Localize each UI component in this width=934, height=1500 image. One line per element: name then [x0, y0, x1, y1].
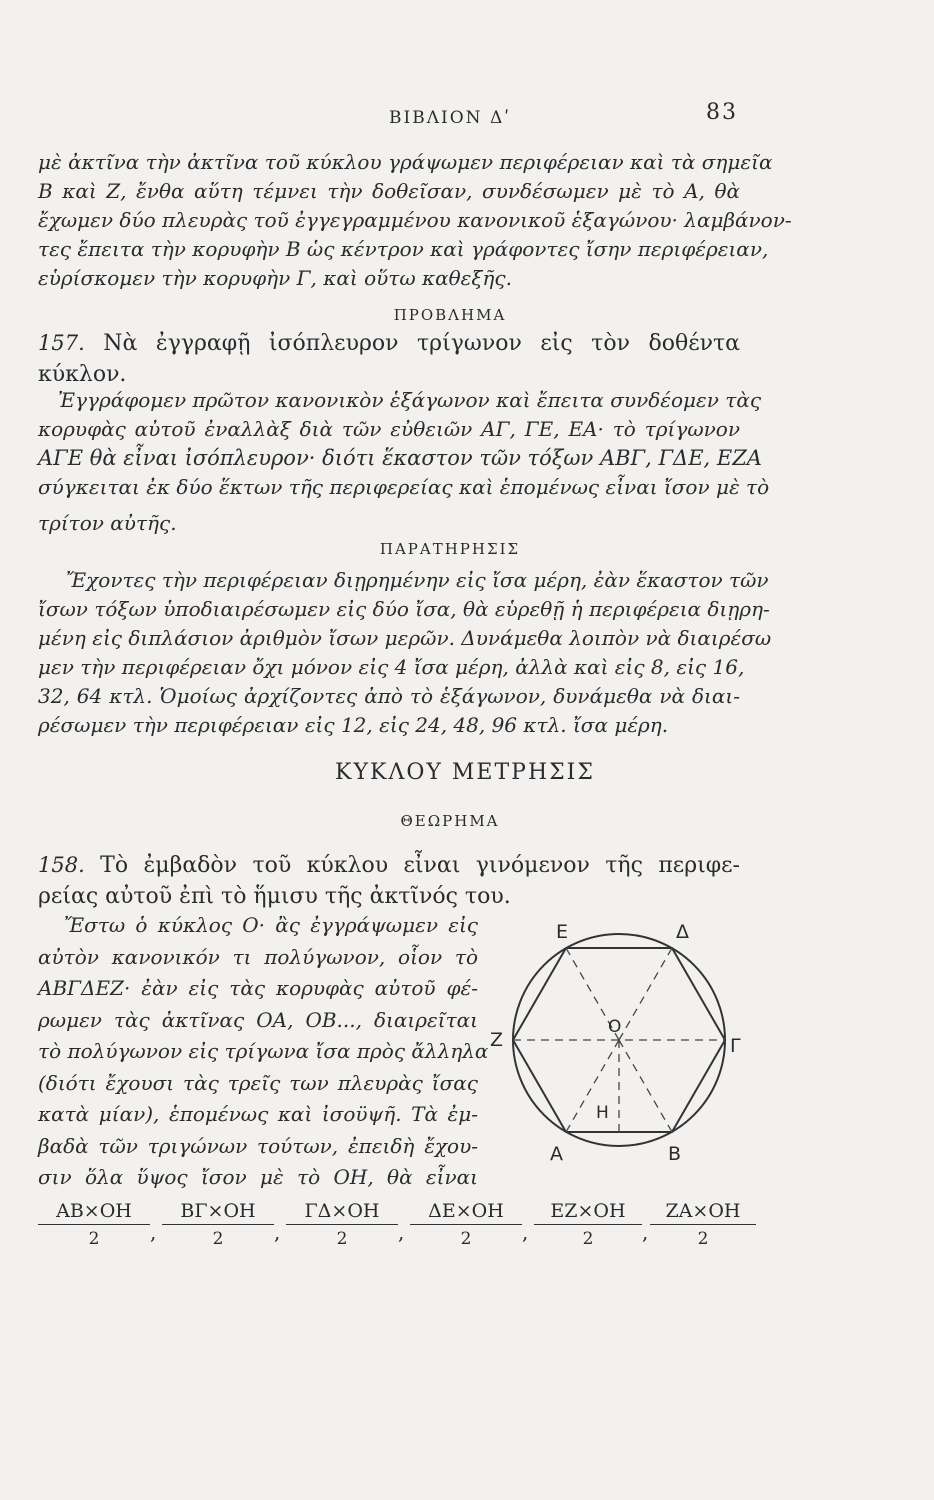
remark-paragraph	[38, 566, 772, 740]
vertex-label-e: Ε	[556, 921, 569, 943]
vertex-label-b: Β	[668, 1143, 682, 1165]
problem-number: 157.	[38, 331, 85, 355]
problem-statement-text: κύκλον.	[38, 362, 127, 387]
text-line: ρέσωμεν τὴν περιφέρειαν εἰς 12, εἰς 24, 48, 96 κτλ. ἴσα μέρη.	[38, 713, 669, 737]
problem-statement	[38, 328, 740, 390]
text-line: ΑΒΓΔΕΖ· ἐὰν εἰς τὰς κορυφὰς αὐτοῦ φέ-	[38, 976, 478, 1000]
text-line: κατὰ μίαν), ἑπομένως καὶ ἰσοϋψῆ. Τὰ ἐμ-	[38, 1102, 478, 1126]
fraction-numerator: ΑΒ×ΟΗ	[38, 1200, 150, 1225]
text-line: ἔχωμεν δύο πλευρὰς τοῦ ἐγγεγραμμένου κανονικοῦ ἑξαγώνου· λαμβάνον-	[38, 208, 792, 232]
fraction	[410, 1200, 522, 1249]
fraction-numerator: ΖΑ×ΟΗ	[650, 1200, 756, 1225]
running-title: ΒΙΒΛΙΟΝ Δʹ	[389, 108, 511, 128]
theorem-heading: ΘΕΩΡΗΜΑ	[400, 812, 500, 830]
text-line: Ἔχοντες τὴν περιφέρειαν διῃρημένην εἰς ἴσα μέρη, ἐὰν ἕκαστον τῶν	[66, 568, 769, 592]
text-line: 32, 64 κτλ. Ὁμοίως ἀρχίζοντες ἀπὸ τὸ ἑξάγωνον, δυνάμεθα νὰ διαι-	[38, 684, 740, 708]
text-line: ἴσων τόξων ὑποδιαιρέσωμεν εἰς δύο ἴσα, θὰ εὑρεθῇ ἡ περιφέρεια διῃρη-	[38, 597, 770, 621]
fraction-denominator: 2	[460, 1229, 472, 1249]
problem-solution	[38, 386, 770, 538]
text-line: Β καὶ Ζ, ἔνθα αὕτη τέμνει τὴν δοθεῖσαν, συνδέσωμεν μὲ τὸ Α, θὰ	[38, 179, 740, 203]
fraction-numerator: ΕΖ×ΟΗ	[534, 1200, 642, 1225]
text-line: εὑρίσκομεν τὴν κορυφὴν Γ, καὶ οὕτω καθεξῆς.	[38, 266, 512, 290]
vertex-label-g: Γ	[730, 1035, 741, 1057]
separator: ,	[642, 1220, 649, 1244]
text-line: μὲ ἀκτῖνα τὴν ἀκτῖνα τοῦ κύκλου γράψωμεν περιφέρειαν καὶ τὰ σημεῖα	[38, 150, 773, 174]
text-line: σιν ὅλα ὕψος ἴσον μὲ τὸ ΟΗ, θὰ εἶναι	[38, 1165, 478, 1189]
text-line: τρίτον αὐτῆς.	[38, 511, 177, 535]
text-line: ΑΓΕ θὰ εἶναι ἰσόπλευρον· διότι ἕκαστον τῶν τόξων ΑΒΓ, ΓΔΕ, ΕΖΑ	[38, 446, 762, 470]
text-line: (διότι ἔχουσι τὰς τρεῖς των πλευρὰς ἴσας	[38, 1070, 478, 1095]
continuation-paragraph	[38, 148, 792, 293]
fraction	[286, 1200, 398, 1249]
separator: ,	[398, 1220, 405, 1244]
text-line: αὐτὸν κανονικόν τι πολύγωνον, οἷον τὸ	[38, 944, 478, 969]
radii	[513, 948, 725, 1132]
separator: ,	[150, 1220, 157, 1244]
fraction-denominator: 2	[212, 1229, 224, 1249]
page-number: 83	[706, 100, 738, 125]
theorem-statement-text: Τὸ ἐμβαδὸν τοῦ κύκλου εἶναι γινόμενον τῆς περιφε-	[100, 853, 740, 878]
vertex-label-a: Α	[550, 1143, 563, 1165]
fractions-row	[38, 1200, 758, 1260]
theorem-statement	[38, 850, 740, 912]
separator: ,	[522, 1220, 529, 1244]
theorem-number: 158.	[38, 853, 85, 877]
fraction-denominator: 2	[336, 1229, 348, 1249]
text-line: σύγκειται ἐκ δύο ἕκτων τῆς περιφερείας καὶ ἑπομένως εἶναι ἴσον μὲ τὸ	[38, 475, 770, 499]
fraction-numerator: ΓΔ×ΟΗ	[286, 1200, 398, 1225]
fraction-denominator: 2	[88, 1229, 100, 1249]
fraction	[534, 1200, 642, 1249]
fraction-denominator: 2	[582, 1229, 594, 1249]
text-line: κορυφὰς αὐτοῦ ἐναλλὰξ διὰ τῶν εὐθειῶν ΑΓ, ΓΕ, ΕΑ· τὸ τρίγωνον	[38, 417, 740, 441]
section-title: ΚΥΚΛΟΥ ΜΕΤΡΗΣΙΣ	[335, 760, 595, 785]
text-line: μένη εἰς διπλάσιον ἀριθμὸν ἴσων μερῶν. Δυνάμεθα λοιπὸν νὰ διαιρέσω	[38, 626, 772, 650]
text-line: ρωμεν τὰς ἀκτῖνας ΟΑ, ΟΒ..., διαιρεῖται	[38, 1007, 478, 1032]
problem-heading: ΠΡΟΒΛΗΜΑ	[393, 306, 507, 324]
text-line: βαδὰ τῶν τριγώνων τούτων, ἐπειδὴ ἔχου-	[38, 1133, 478, 1158]
fraction-numerator: ΒΓ×ΟΗ	[162, 1200, 274, 1225]
vertex-label-d: Δ	[676, 921, 689, 943]
fraction-numerator: ΔΕ×ΟΗ	[410, 1200, 522, 1225]
text-line: Ἐγγράφομεν πρῶτον κανονικὸν ἑξάγωνον καὶ ἔπειτα συνδέομεν τὰς	[58, 388, 762, 412]
hexagon-circle-figure	[484, 912, 754, 1172]
fraction	[650, 1200, 756, 1249]
theorem-statement-text: ρείας αὐτοῦ ἐπὶ τὸ ἥμισυ τῆς ἀκτῖνός του.	[38, 884, 511, 909]
foot-label-h: Η	[596, 1103, 609, 1123]
proof-paragraph	[38, 910, 489, 1194]
text-line: μεν τὴν περιφέρειαν ὄχι μόνον εἰς 4 ἴσα μέρη, ἀλλὰ καὶ εἰς 8, εἰς 16,	[38, 655, 745, 679]
separator: ,	[274, 1220, 281, 1244]
fraction	[162, 1200, 274, 1249]
vertex-label-z: Ζ	[490, 1029, 504, 1051]
fraction	[38, 1200, 150, 1249]
text-line: Ἔστω ὁ κύκλος Ο· ἂς ἐγγράψωμεν εἰς	[64, 913, 478, 937]
text-line: τὸ πολύγωνον εἰς τρίγωνα ἴσα πρὸς ἄλληλα	[38, 1039, 489, 1063]
problem-statement-text: Νὰ ἐγγραφῇ ἰσόπλευρον τρίγωνον εἰς τὸν δοθέντα	[103, 331, 741, 356]
text-line: τες ἔπειτα τὴν κορυφὴν Β ὡς κέντρον καὶ γράφοντες ἴσην περιφέρειαν,	[38, 237, 769, 261]
fraction-denominator: 2	[697, 1229, 709, 1249]
remark-heading: ΠΑΡΑΤΗΡΗΣΙΣ	[379, 540, 521, 558]
center-label-o: Ο	[608, 1017, 622, 1037]
